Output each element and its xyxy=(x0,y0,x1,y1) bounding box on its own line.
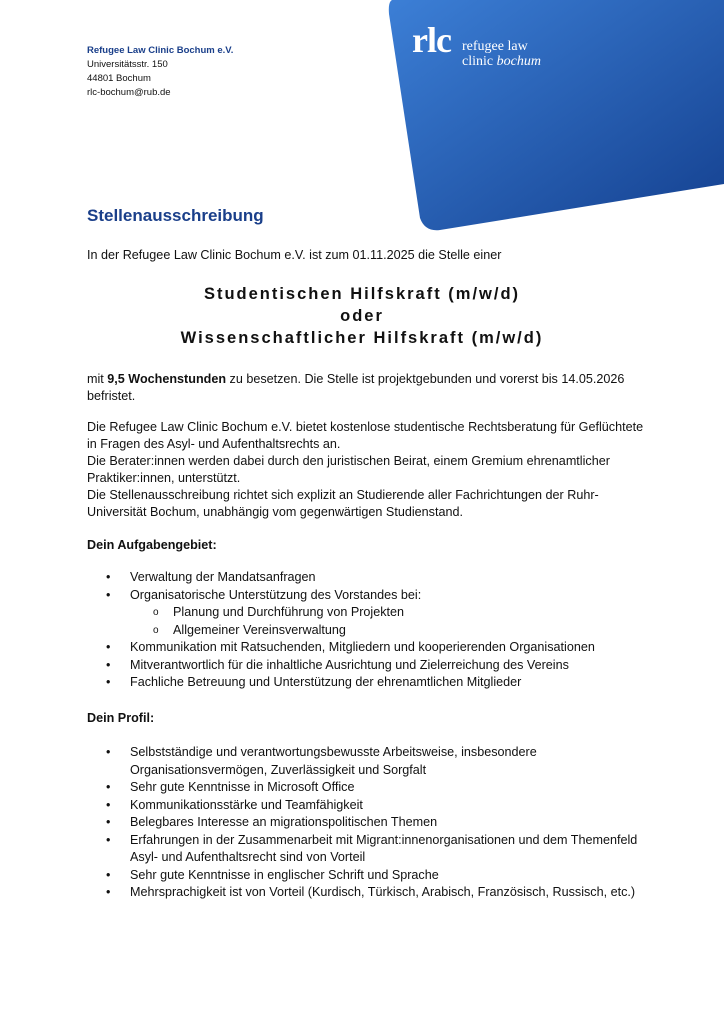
logo-line1: refugee law xyxy=(462,39,528,54)
logo-line2-b: bochum xyxy=(496,54,541,69)
list-item-text: Fachliche Betreuung und Unterstützung der ehrenamtlichen Mitglieder xyxy=(130,675,522,689)
sender-org: Refugee Law Clinic Bochum e.V. xyxy=(87,45,234,56)
list-item-text: Sehr gute Kenntnisse in englischer Schrift und Sprache xyxy=(130,867,439,882)
sender-city: 44801 Bochum xyxy=(87,73,151,84)
logo-mark: rlc xyxy=(412,20,451,60)
hours-pre: mit xyxy=(87,372,108,386)
bullet-icon: • xyxy=(106,832,111,847)
list-item xyxy=(87,779,647,797)
logo-line2 xyxy=(462,54,541,69)
bullet-icon: • xyxy=(106,640,111,654)
bullet-icon: • xyxy=(106,867,111,882)
list-item xyxy=(87,867,647,885)
list-item-text: Allgemeiner Vereinsverwaltung xyxy=(173,622,346,637)
headline-line3: Wissenschaftlicher Hilfskraft (m/w/d) xyxy=(180,329,544,347)
list-item-text: Sehr gute Kenntnisse in Microsoft Office xyxy=(130,780,355,794)
sender-address xyxy=(87,44,233,100)
logo-line2-a: clinic xyxy=(462,54,497,69)
list-item xyxy=(87,657,647,675)
list-item-text: Erfahrungen in der Zusammenarbeit mit Migrant:innenorganisationen und dem Themenfeld Asyl- und Aufenthaltsrecht sind von Vorteil xyxy=(130,832,638,864)
description-line: Die Stellenausschreibung richtet sich explizit an Studierende aller Fachrichtungen der Ruhr-Universität Bochum, unabhängig vom gegenwärtigen Studienstand. xyxy=(87,488,599,519)
sender-email: rlc-bochum@rub.de xyxy=(87,87,171,98)
list-item-text: Mehrsprachigkeit ist von Vorteil (Kurdisch, Türkisch, Arabisch, Französisch, Russisch, etc.) xyxy=(130,885,636,899)
list-item-text: Mitverantwortlich für die inhaltliche Ausrichtung und Zielerreichung des Vereins xyxy=(130,657,569,672)
bullet-icon: • xyxy=(106,797,111,812)
list-item-text: Kommunikationsstärke und Teamfähigkeit xyxy=(130,797,363,812)
position-headline xyxy=(0,283,724,349)
list-item xyxy=(87,884,647,902)
description-line: Die Berater:innen werden dabei durch den juristischen Beirat, einem Gremium ehrenamtlicher Praktiker:innen, unterstützt. xyxy=(87,454,610,485)
hours-paragraph xyxy=(87,371,647,405)
list-item xyxy=(87,797,647,815)
tasks-heading: Dein Aufgabengebiet: xyxy=(87,538,217,552)
sub-list-item xyxy=(87,604,647,622)
profile-list xyxy=(87,744,647,902)
bullet-icon: • xyxy=(106,780,111,794)
list-item-text: Organisatorische Unterstützung des Vorstandes bei: xyxy=(130,587,422,602)
description-line: Die Refugee Law Clinic Bochum e.V. bietet kostenlose studentische Rechtsberatung für Geflüchtete in Fragen des Asyl- und Aufenthaltsrechts an. xyxy=(87,420,644,451)
list-item xyxy=(87,814,647,832)
profile-heading: Dein Profil: xyxy=(87,711,155,725)
headline-line1: Studentischen Hilfskraft (m/w/d) xyxy=(203,285,521,303)
bullet-icon: • xyxy=(106,675,111,689)
logo xyxy=(412,20,541,69)
circle-bullet-icon: o xyxy=(153,624,159,636)
tasks-list xyxy=(87,569,647,692)
list-item xyxy=(87,674,647,692)
list-item-text: Kommunikation mit Ratsuchenden, Mitgliedern und kooperierenden Organisationen xyxy=(130,640,595,654)
list-item-text: Planung und Durchführung von Projekten xyxy=(173,605,405,619)
list-item xyxy=(87,744,647,779)
bullet-icon: • xyxy=(106,587,111,602)
list-item-text: Selbstständige und verantwortungsbewusste Arbeitsweise, insbesondere Organisationsvermögen, Zuverlässigkeit und Sorgfalt xyxy=(130,745,537,777)
list-item xyxy=(87,639,647,657)
page-title: Stellenausschreibung xyxy=(87,206,264,225)
hours-bold: 9,5 Wochenstunden xyxy=(107,372,227,386)
description xyxy=(87,419,647,521)
list-item-text: Belegbares Interesse an migrationspolitischen Themen xyxy=(130,815,438,829)
list-item-text: Verwaltung der Mandatsanfragen xyxy=(130,570,316,584)
logo-banner xyxy=(0,0,724,240)
sender-street: Universitätsstr. 150 xyxy=(87,59,168,70)
headline-line2: oder xyxy=(340,307,384,325)
bullet-icon: • xyxy=(106,885,111,899)
list-item xyxy=(87,832,647,867)
list-item xyxy=(87,587,647,605)
logo-wordmark xyxy=(462,39,541,69)
bullet-icon: • xyxy=(106,657,111,672)
hours-post: zu besetzen. Die Stelle ist projektgebunden und vorerst bis 14.05.2026 befristet. xyxy=(87,372,625,403)
intro-paragraph: In der Refugee Law Clinic Bochum e.V. ist zum 01.11.2025 die Stelle einer xyxy=(87,248,502,262)
bullet-icon: • xyxy=(106,745,111,759)
circle-bullet-icon: o xyxy=(153,607,159,618)
bullet-icon: • xyxy=(106,815,111,829)
sub-list-item xyxy=(87,622,647,640)
bullet-icon: • xyxy=(106,570,111,584)
list-item xyxy=(87,569,647,587)
